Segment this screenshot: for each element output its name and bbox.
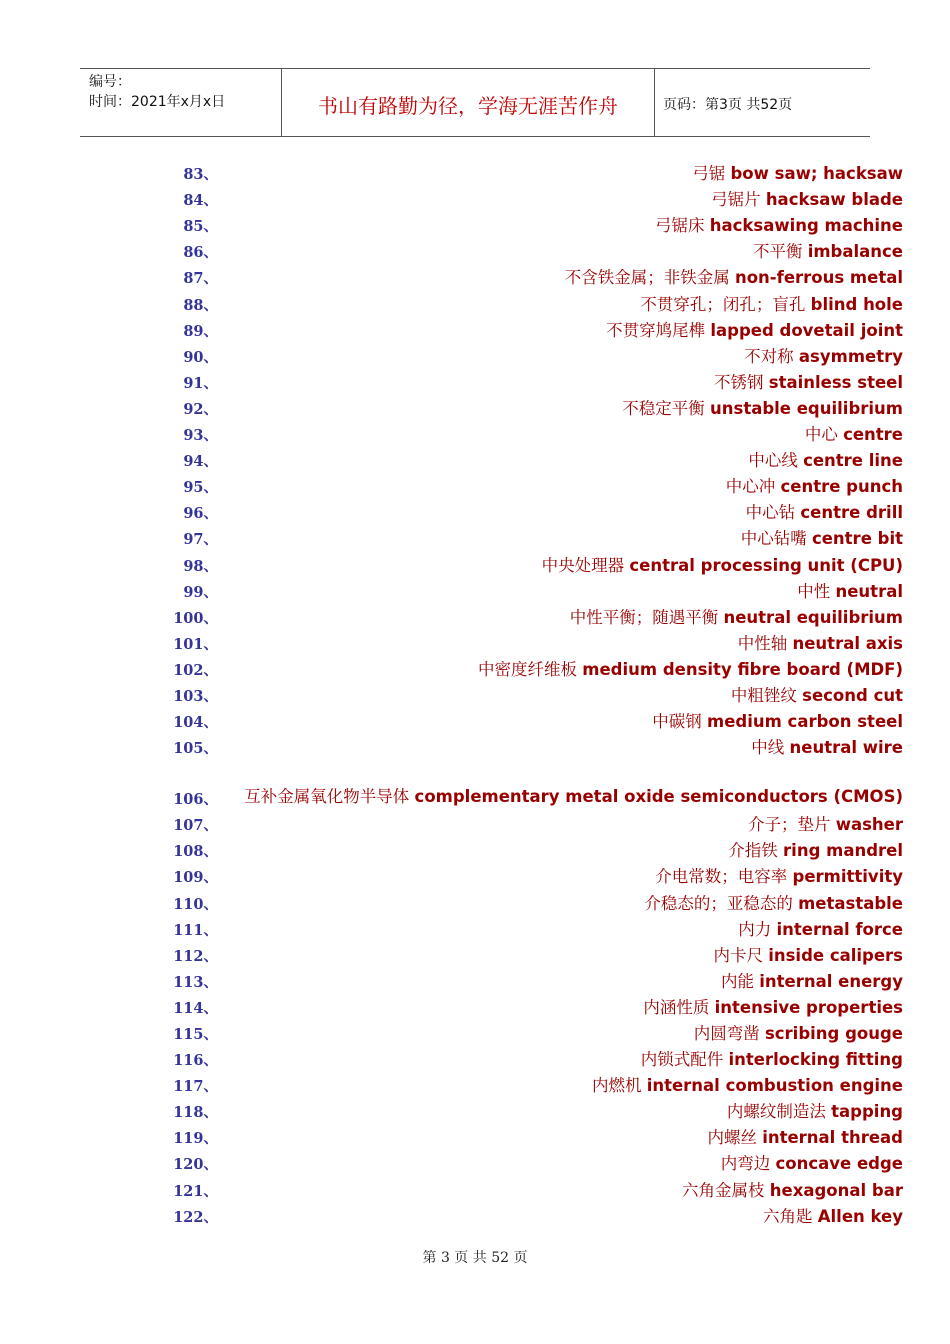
entry-term: [797, 578, 903, 602]
entry-number: 96、: [183, 505, 218, 523]
entry-chinese-term: 中性平衡；随遇平衡: [569, 607, 719, 627]
entry-number: 117、: [173, 1078, 218, 1096]
entry-english-term: intensive properties: [714, 997, 903, 1017]
glossary-entry: [0, 967, 950, 993]
entry-number: 91、: [183, 374, 218, 392]
entry-english-term: central processing unit (CPU): [629, 555, 903, 575]
entry-chinese-term: 内弯边: [720, 1154, 771, 1174]
entry-english-term: metastable: [798, 893, 903, 913]
entry-term: [570, 604, 903, 628]
entry-chinese-term: 内燃机: [591, 1076, 642, 1096]
entry-chinese-term: 内涵性质: [643, 997, 710, 1017]
entry-number: 103、: [173, 687, 218, 705]
entry-term: [652, 708, 903, 732]
entry-term: [744, 343, 903, 367]
entry-chinese-term: 内螺纹制造法: [726, 1102, 826, 1122]
entry-english-term: hacksaw blade: [765, 190, 903, 210]
entry-number: 90、: [183, 348, 218, 366]
entry-number: 94、: [183, 453, 218, 471]
entry-english-term: lapped dovetail joint: [710, 320, 903, 340]
entry-english-term: neutral equilibrium: [723, 607, 903, 627]
glossary-entry: [0, 1123, 950, 1149]
entry-term: [682, 1177, 903, 1201]
entry-term: [542, 552, 903, 576]
entry-term: [655, 863, 903, 887]
page-header: [80, 68, 870, 137]
entry-english-term: bow saw; hacksaw: [730, 164, 903, 184]
entry-chinese-term: 弓锯床: [655, 216, 705, 236]
entry-english-term: neutral axis: [792, 633, 903, 653]
serial-label: 编号：: [89, 74, 131, 90]
entry-english-term: hexagonal bar: [769, 1180, 903, 1200]
page-footer: 第 3 页 共 52 页: [422, 1250, 528, 1266]
entry-english-term: medium carbon steel: [707, 712, 903, 732]
entry-term: [714, 369, 903, 393]
entry-term: [713, 942, 903, 966]
entry-term: [726, 473, 903, 497]
entry-number: 95、: [183, 479, 218, 497]
entry-chinese-term: 不对称: [744, 346, 794, 366]
entry-term: [721, 1150, 903, 1174]
entry-number: 106、: [173, 791, 218, 809]
entry-term: [748, 447, 903, 471]
glossary-entry: [0, 1149, 950, 1175]
entry-english-term: Allen key: [817, 1206, 903, 1226]
glossary-entry: [0, 1071, 950, 1097]
header-motto-cell: [282, 69, 655, 136]
entry-english-term: medium density fibre board (MDF): [582, 659, 903, 679]
entry-number: 108、: [173, 843, 218, 861]
entry-number: 92、: [183, 400, 218, 418]
entry-number: 97、: [183, 531, 218, 549]
entry-english-term: internal combustion engine: [646, 1076, 903, 1096]
entry-english-term: blind hole: [810, 294, 903, 314]
glossary-entry: [0, 185, 950, 211]
entry-number: 112、: [173, 947, 218, 965]
glossary-entry: [0, 915, 950, 941]
glossary-entry: [0, 316, 950, 342]
entry-number: 121、: [173, 1182, 218, 1200]
entry-number: 98、: [183, 557, 218, 575]
header-meta-cell: [80, 69, 282, 136]
entry-number: 105、: [173, 740, 218, 758]
entry-chinese-term: 内圆弯凿: [693, 1024, 760, 1043]
header-page-cell: [655, 69, 870, 136]
glossary-entry: [0, 550, 950, 576]
entry-chinese-term: 内卡尺: [713, 945, 763, 965]
entry-number: 114、: [173, 999, 218, 1017]
entry-english-term: hacksawing machine: [709, 216, 903, 236]
entry-english-term: centre: [843, 425, 903, 445]
entry-english-term: interlocking fitting: [728, 1050, 903, 1070]
glossary-entry: [0, 211, 950, 237]
glossary-entry: [0, 237, 950, 263]
entry-chinese-term: 互补金属氧化物半导体: [244, 787, 410, 807]
entry-chinese-term: 不平衡: [752, 242, 803, 262]
glossary-entry: [0, 420, 950, 446]
entry-term: [721, 968, 903, 992]
glossary-entry: [0, 394, 950, 420]
entry-number: 93、: [183, 427, 218, 445]
entry-chinese-term: 中心钻: [745, 503, 796, 523]
time-label: 时间：2021年x月x日: [89, 94, 226, 110]
entry-term: [692, 160, 903, 184]
entry-english-term: asymmetry: [798, 346, 903, 366]
glossary-entry: [0, 629, 950, 655]
entry-number: 83、: [183, 166, 218, 184]
entry-chinese-term: 不锈钢: [714, 372, 764, 392]
entry-term: [731, 682, 903, 706]
entry-english-term: scribing gouge: [764, 1024, 903, 1043]
entry-number: 113、: [173, 973, 218, 991]
glossary-entry: [0, 368, 950, 394]
entry-english-term: neutral: [835, 581, 903, 601]
entry-chinese-term: 介子；垫片: [747, 815, 831, 835]
entry-term: [606, 317, 903, 341]
entry-english-term: permittivity: [792, 867, 903, 887]
entry-chinese-term: 中心: [804, 425, 838, 445]
entry-english-term: imbalance: [807, 242, 903, 262]
entry-chinese-term: 介电常数；电容率: [655, 867, 788, 887]
glossary-entry: [0, 888, 950, 914]
entry-chinese-term: 中碳钢: [652, 712, 702, 732]
entry-term: [644, 890, 903, 914]
entry-english-term: concave edge: [775, 1154, 903, 1174]
entry-chinese-term: 中性: [797, 581, 831, 601]
entry-number: 122、: [173, 1208, 218, 1226]
entry-number: 119、: [173, 1130, 218, 1148]
entry-english-term: ring mandrel: [783, 841, 903, 861]
glossary-entry: [0, 289, 950, 315]
entry-term: [565, 264, 903, 288]
entry-english-term: non-ferrous metal: [734, 268, 903, 288]
entry-number: 116、: [173, 1052, 218, 1070]
entry-english-term: neutral wire: [789, 738, 903, 758]
entry-term: [478, 656, 903, 680]
entry-number: 104、: [173, 714, 218, 732]
entry-term: [655, 212, 903, 236]
entry-chinese-term: 中粗锉纹: [730, 685, 797, 705]
glossary-entry: [0, 993, 950, 1019]
entry-number: 111、: [173, 921, 218, 939]
entry-chinese-term: 不贯穿鸠尾榫: [606, 320, 706, 340]
glossary-entry: [0, 1175, 950, 1201]
entry-number: 102、: [173, 661, 218, 679]
entry-chinese-term: 弓锯片: [711, 190, 761, 210]
glossary-entry: [0, 733, 950, 759]
glossary-entry: [0, 836, 950, 862]
glossary-entry: [0, 498, 950, 524]
entry-chinese-term: 内力: [738, 919, 772, 939]
entry-chinese-term: 介稳态的；亚稳态的: [644, 893, 793, 913]
entry-english-term: stainless steel: [768, 372, 903, 392]
entry-chinese-term: 介指铁: [728, 841, 778, 861]
entry-term: [738, 916, 903, 940]
glossary-entry: [0, 707, 950, 733]
entry-chinese-term: 内螺丝: [707, 1128, 757, 1148]
glossary-entry: [0, 941, 950, 967]
entry-term: [751, 734, 903, 758]
entry-term: [727, 1098, 903, 1122]
entry-chinese-term: 中央处理器: [541, 555, 625, 575]
entry-english-term: centre bit: [811, 529, 903, 549]
glossary-entry: [0, 603, 950, 629]
glossary-entry: [0, 1202, 950, 1228]
entry-term: [711, 186, 903, 210]
entry-english-term: internal energy: [759, 971, 903, 991]
entry-chinese-term: 中心冲: [725, 477, 776, 497]
entry-number: 100、: [173, 609, 218, 627]
glossary-entry: [0, 759, 950, 810]
entry-english-term: inside calipers: [768, 945, 903, 965]
glossary-entry: [0, 577, 950, 603]
glossary-entry: [0, 1045, 950, 1071]
entry-chinese-term: 中线: [751, 738, 785, 758]
entry-term: [805, 421, 903, 445]
entry-english-term: second cut: [802, 685, 903, 705]
entry-number: 110、: [173, 895, 218, 913]
entry-number: 101、: [173, 635, 218, 653]
entry-term: [746, 499, 903, 523]
entry-number: 87、: [183, 270, 218, 288]
entry-term: [728, 837, 903, 861]
entry-chinese-term: 中心线: [748, 451, 798, 471]
entry-term: [763, 1203, 903, 1227]
glossary-entry: [0, 681, 950, 707]
glossary-entry: [0, 342, 950, 368]
entry-chinese-term: 不稳定平衡: [622, 398, 705, 418]
entry-term: [640, 291, 903, 315]
entry-number: 115、: [173, 1026, 218, 1043]
entry-english-term: washer: [835, 815, 903, 835]
glossary-list: [0, 159, 950, 1228]
entry-english-term: unstable equilibrium: [710, 398, 903, 418]
entry-english-term: internal thread: [762, 1128, 903, 1148]
entry-english-term: centre line: [803, 451, 903, 471]
entry-number: 118、: [173, 1104, 218, 1122]
entry-english-term: complementary metal oxide semiconductors (CMOS): [414, 787, 903, 807]
entry-chinese-term: 六角匙: [763, 1206, 813, 1226]
entry-term: [694, 1020, 903, 1044]
glossary-entry: [0, 1097, 950, 1123]
header-page-info: 页码：第3页 共52页: [663, 97, 793, 113]
glossary-entry: [0, 446, 950, 472]
entry-number: 109、: [173, 869, 218, 887]
entry-chinese-term: 不贯穿孔；闭孔；盲孔: [640, 294, 806, 314]
entry-chinese-term: 内锁式配件: [640, 1050, 724, 1070]
entry-chinese-term: 六角金属枝: [682, 1180, 765, 1200]
entry-chinese-term: 弓锯: [692, 164, 726, 184]
entry-term: [738, 630, 903, 654]
entry-term: [641, 1046, 903, 1070]
entry-chinese-term: 内能: [721, 971, 755, 991]
glossary-entry: [0, 862, 950, 888]
entry-number: 85、: [183, 218, 218, 236]
entry-english-term: tapping: [831, 1102, 903, 1122]
entry-term: [753, 238, 903, 262]
entry-english-term: centre punch: [780, 477, 903, 497]
entry-chinese-term: 中心钻嘴: [740, 529, 807, 549]
entry-number: 84、: [183, 192, 218, 210]
glossary-entry: [0, 655, 950, 681]
entry-term: [643, 994, 903, 1018]
entry-term: [707, 1124, 903, 1148]
glossary-entry: [0, 1019, 950, 1045]
entry-chinese-term: 不含铁金属；非铁金属: [564, 268, 730, 288]
entry-term: [592, 1072, 903, 1096]
glossary-entry: [0, 810, 950, 836]
glossary-entry: [0, 472, 950, 498]
entry-term: [748, 811, 903, 835]
entry-term: [741, 525, 903, 549]
entry-number: 86、: [183, 244, 218, 262]
entry-chinese-term: 中密度纤维板: [478, 659, 578, 679]
glossary-entry: [0, 263, 950, 289]
glossary-entry: [0, 159, 950, 185]
entry-english-term: centre drill: [800, 503, 903, 523]
entry-number: 99、: [183, 583, 218, 601]
entry-term: [622, 395, 903, 419]
entry-english-term: internal force: [776, 919, 903, 939]
entry-number: 107、: [173, 817, 218, 835]
header-motto: 书山有路勤为径，学海无涯苦作舟: [318, 94, 618, 118]
entry-number: 88、: [183, 296, 218, 314]
glossary-entry: [0, 524, 950, 550]
entry-number: 89、: [183, 322, 218, 340]
entry-number: 120、: [173, 1156, 218, 1174]
entry-term: [228, 785, 903, 809]
entry-chinese-term: 中性轴: [737, 633, 788, 653]
